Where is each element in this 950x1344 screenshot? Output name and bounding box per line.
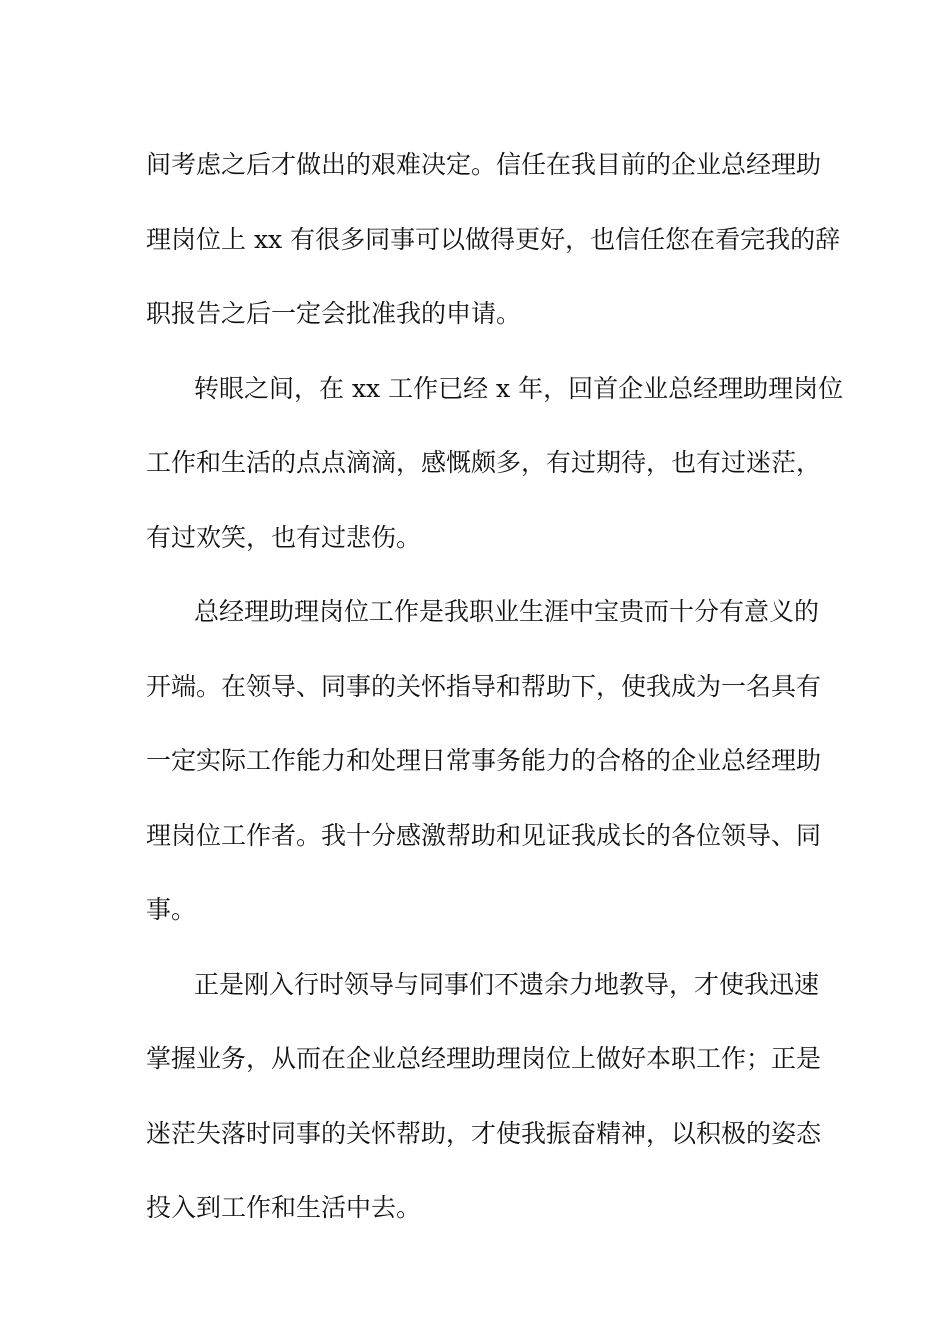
paragraph-3 — [146, 575, 822, 948]
text-line: 迷茫失落时同事的关怀帮助，才使我振奋精神，以积极的姿态 — [146, 1118, 822, 1148]
text-line: 一定实际工作能力和处理日常事务能力的合格的企业总经理助 — [146, 746, 822, 775]
text-line: 间考虑之后才做出的艰难决定。信任在我目前的企业总经理助 — [146, 150, 822, 179]
paragraph-1 — [146, 128, 841, 352]
paragraph-4 — [146, 948, 822, 1246]
text-line: 职报告之后一定会批准我的申请。 — [146, 299, 522, 328]
text-line: 投入到工作和生活中去。 — [146, 1193, 422, 1222]
text-line: 工作和生活的点点滴滴，感慨颇多，有过期待，也有过迷茫， — [146, 448, 822, 477]
document-body — [146, 128, 844, 1246]
text-line: 正是刚入行时领导与同事们不遗余力地教导，才使我迅速 — [194, 969, 820, 999]
text-line: 有过欢笑，也有过悲伤。 — [146, 522, 422, 552]
text-line: 总经理助理岗位工作是我职业生涯中宝贵而十分有意义的 — [194, 597, 820, 626]
text-line: 开端。在领导、同事的关怀指导和帮助下，使我成为一名具有 — [146, 671, 822, 701]
text-line: 转眼之间，在 xx 工作已经 x 年，回首企业总经理助理岗位 — [194, 373, 844, 403]
text-line: 事。 — [146, 895, 197, 924]
text-line: 掌握业务，从而在企业总经理助理岗位上做好本职工作；正是 — [146, 1044, 822, 1073]
text-line: 理岗位上 xx 有很多同事可以做得更好，也信任您在看完我的辞 — [146, 224, 841, 254]
paragraph-2 — [146, 352, 844, 576]
text-line: 理岗位工作者。我十分感激帮助和见证我成长的各位领导、同 — [146, 820, 822, 850]
